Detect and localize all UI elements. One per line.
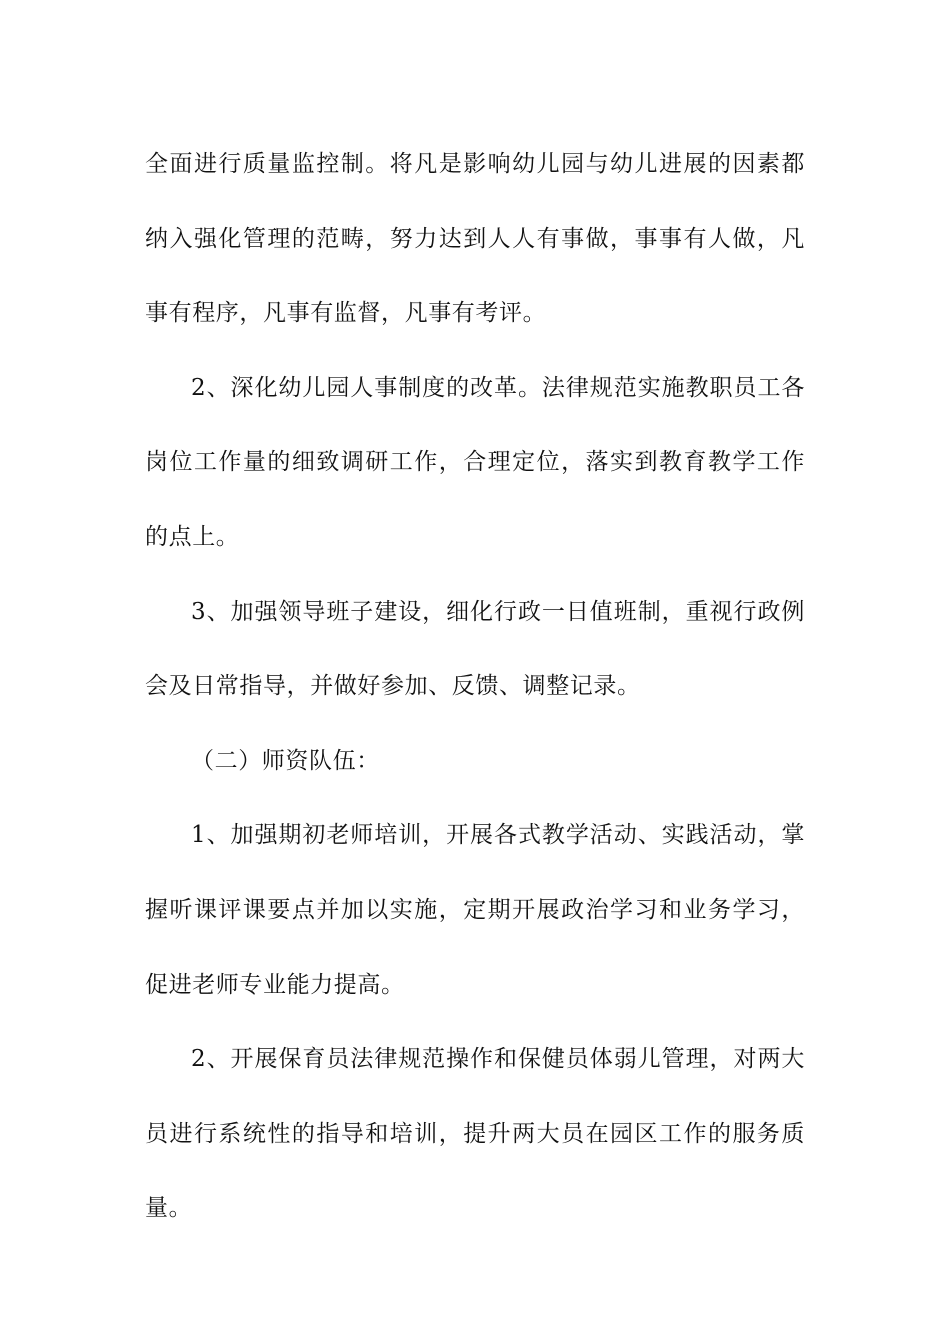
paragraph-continuation: 全面进行质量监控制。将凡是影响幼儿园与幼儿进展的因素都纳入强化管理的范畴，努力达到人人有事做，事事有人做，凡事有程序，凡事有监督，凡事有考评。 bbox=[145, 151, 805, 327]
section-heading-teachers: （二）师资队伍： bbox=[191, 747, 380, 774]
paragraph-item-3-leadership: 3、加强领导班子建设，细化行政一日值班制，重视行政例会及日常指导，并做好参加、反馈、调整记录。 bbox=[145, 598, 805, 700]
document-body bbox=[145, 127, 805, 1246]
paragraph-item-1-teacher-training: 1、加强期初老师培训，开展各式教学活动、实践活动，掌握听课评课要点并加以实施，定期开展政治学习和业务学习，促进老师专业能力提高。 bbox=[145, 822, 805, 998]
paragraph-item-2-nursery-staff: 2、开展保育员法律规范操作和保健员体弱儿管理，对两大员进行系统性的指导和培训，提升两大员在园区工作的服务质量。 bbox=[145, 1046, 805, 1222]
paragraph-item-2-personnel-reform: 2、深化幼儿园人事制度的改革。法律规范实施教职员工各岗位工作量的细致调研工作，合理定位，落实到教育教学工作的点上。 bbox=[145, 374, 805, 550]
